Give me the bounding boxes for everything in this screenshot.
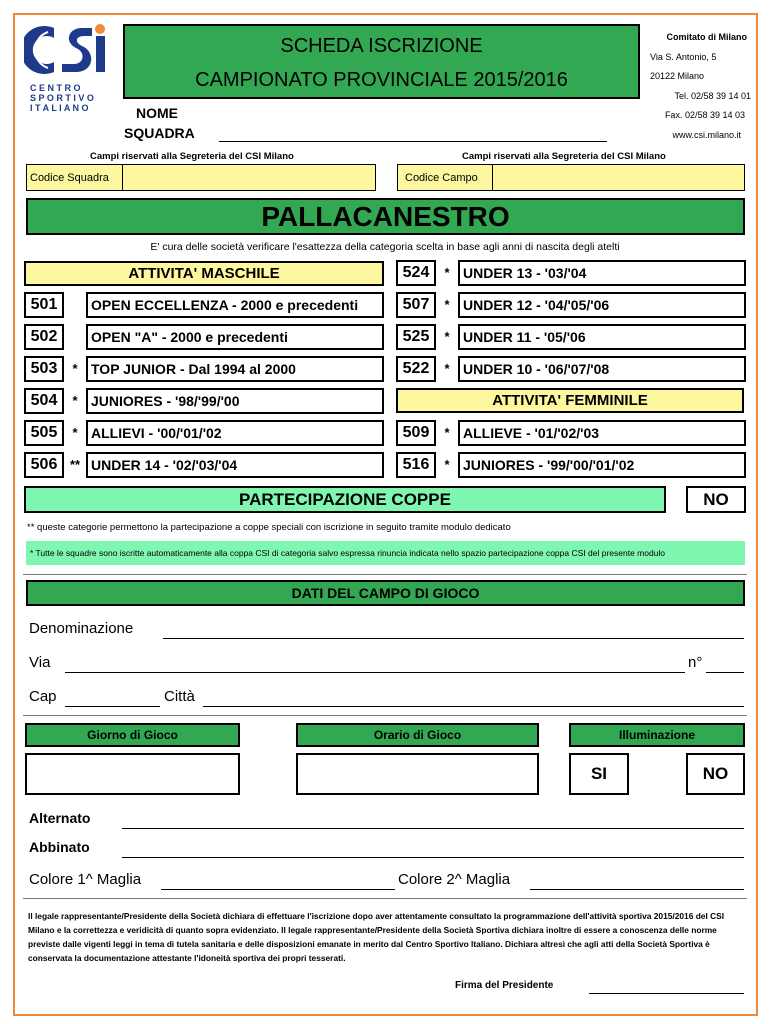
denominazione-field[interactable] xyxy=(163,622,744,639)
city-label: Città xyxy=(164,688,195,705)
declaration-divider xyxy=(23,898,747,899)
male-label-504[interactable]: JUNIORES - '98/'99/'00 xyxy=(86,388,384,414)
abbinato-field[interactable] xyxy=(122,841,744,858)
female-activity-title: ATTIVITA' FEMMINILE xyxy=(396,388,744,413)
contact-web: www.csi.milano.it xyxy=(672,129,741,140)
cups-title: PARTECIPAZIONE COPPE xyxy=(24,486,666,513)
male-label-503[interactable]: TOP JUNIOR - Dal 1994 al 2000 xyxy=(86,356,384,382)
male-label-501[interactable]: OPEN ECCELLENZA - 2000 e precedenti xyxy=(86,292,384,318)
declaration-text: Il legale rappresentante/Presidente della Società dichiara di effettuare l'iscrizione dopo aver attentamente consultato la programmazione dell'attività sportiva 2015/2016 del CSI Milano e la correttezza e veridicità di quanto sopra evidenziato. Il legale rappresentante/Presidente della Società Sportiva dichiara inoltre di essere a conoscenza delle norme previste dalle vigenti leggi in tema di tutela sanitaria e delle disposizioni emanate in merito dal Centro Sportivo Italiano. Dichiara altresì che agli atti della Società Sportiva è conservata la documentazione attestante l'idoneità sportiva dei propri tesserati. xyxy=(28,911,725,963)
team-name-label: NOME SQUADRA xyxy=(124,105,195,141)
male-code-503[interactable]: 503 xyxy=(24,356,64,382)
cups-note-double-star: ** queste categorie permettono la partecipazione a coppe speciali con iscrizione in seguito tramite modulo dedicato xyxy=(27,522,511,533)
form-title-box xyxy=(123,24,640,99)
right-code-525[interactable]: 525 xyxy=(396,324,436,350)
game-day-header: Giorno di Gioco xyxy=(25,723,240,747)
male-code-502[interactable]: 502 xyxy=(24,324,64,350)
team-name-field[interactable] xyxy=(219,124,607,142)
contact-block xyxy=(640,28,755,145)
male-activity-title: ATTIVITA' MASCHILE xyxy=(24,261,384,286)
field-code-label: Codice Campo xyxy=(405,172,478,184)
field-divider xyxy=(23,715,747,716)
female-mark-516: * xyxy=(444,457,450,472)
contact-fax: Fax. 02/58 39 14 03 xyxy=(664,110,745,120)
right-code-524[interactable]: 524 xyxy=(396,260,436,286)
field-section-border xyxy=(23,574,747,575)
color2-field[interactable] xyxy=(530,873,744,890)
reserved-caption-right: Campi riservati alla Segreteria del CSI Milano xyxy=(462,151,666,162)
sport-note: E' cura delle società verificare l'esattezza della categoria scelta in base agli anni di nascita degli atelti xyxy=(150,241,620,253)
female-mark-509: * xyxy=(444,425,450,440)
logo-mark-icon xyxy=(24,22,110,78)
male-mark-505: * xyxy=(72,425,78,440)
male-mark-503: * xyxy=(72,361,78,376)
field-section-title: DATI DEL CAMPO DI GIOCO xyxy=(26,580,745,606)
right-code-522[interactable]: 522 xyxy=(396,356,436,382)
lighting-yes-option[interactable]: SI xyxy=(569,753,629,795)
cap-label: Cap xyxy=(29,688,57,705)
right-label-524[interactable]: UNDER 13 - '03/'04 xyxy=(458,260,746,286)
female-code-516[interactable]: 516 xyxy=(396,452,436,478)
male-code-505[interactable]: 505 xyxy=(24,420,64,446)
lighting-header: Illuminazione xyxy=(569,723,745,747)
male-code-504[interactable]: 504 xyxy=(24,388,64,414)
lighting-no-option[interactable]: NO xyxy=(686,753,745,795)
male-code-506[interactable]: 506 xyxy=(24,452,64,478)
game-time-field[interactable] xyxy=(296,753,539,795)
female-code-509[interactable]: 509 xyxy=(396,420,436,446)
sport-title: PALLACANESTRO xyxy=(26,198,745,235)
via-field[interactable] xyxy=(65,656,685,673)
number-field[interactable] xyxy=(706,656,744,673)
csi-logo xyxy=(24,22,110,113)
right-label-507[interactable]: UNDER 12 - '04/'05/'06 xyxy=(458,292,746,318)
female-label-516[interactable]: JUNIORES - '99/'00/'01/'02 xyxy=(458,452,746,478)
logo-text-line1: C E N T R O xyxy=(30,83,81,93)
male-label-502[interactable]: OPEN "A" - 2000 e precedenti xyxy=(86,324,384,350)
right-mark-525: * xyxy=(444,329,450,344)
logo-text-line3: I T A L I A N O xyxy=(30,103,89,113)
male-mark-504: * xyxy=(72,393,78,408)
right-mark-524: * xyxy=(444,265,450,280)
contact-org: Comitato di Milano xyxy=(666,32,747,42)
signature-field[interactable] xyxy=(589,980,744,994)
contact-address: Via S. Antonio, 5 xyxy=(650,51,717,62)
city-field[interactable] xyxy=(203,690,744,707)
signature-label: Firma del Presidente xyxy=(455,980,554,991)
squad-code-label: Codice Squadra xyxy=(30,172,109,184)
cups-note-star: * Tutte le squadre sono iscritte automaticamente alla coppa CSI di categoria salvo espressa rinuncia indicata nello spazio partecipazione coppa CSI del presente modulo xyxy=(26,541,745,565)
right-code-507[interactable]: 507 xyxy=(396,292,436,318)
cap-field[interactable] xyxy=(65,690,160,707)
female-label-509[interactable]: ALLIEVE - '01/'02/'03 xyxy=(458,420,746,446)
number-label: n° xyxy=(688,654,703,671)
denominazione-label: Denominazione xyxy=(29,620,134,637)
contact-city: 20122 Milano xyxy=(650,71,705,81)
game-day-field[interactable] xyxy=(25,753,240,795)
via-label: Via xyxy=(29,654,51,671)
squad-code-input[interactable] xyxy=(122,164,123,191)
color2-label: Colore 2^ Maglia xyxy=(398,871,511,888)
male-label-506[interactable]: UNDER 14 - '02/'03/'04 xyxy=(86,452,384,478)
logo-text-line2: S P O R T I V O xyxy=(30,93,94,103)
male-mark-506: ** xyxy=(69,457,81,472)
abbinato-label: Abbinato xyxy=(29,839,90,855)
form-title-line1: SCHEDA ISCRIZIONE xyxy=(280,35,483,57)
alternato-label: Alternato xyxy=(29,810,91,826)
form-title-line2: CAMPIONATO PROVINCIALE 2015/2016 xyxy=(195,69,568,91)
alternato-field[interactable] xyxy=(122,812,744,829)
male-code-501[interactable]: 501 xyxy=(24,292,64,318)
cups-value[interactable]: NO xyxy=(686,486,746,513)
game-time-header: Orario di Gioco xyxy=(296,723,539,747)
field-code-input[interactable] xyxy=(492,164,493,191)
contact-tel: Tel. 02/58 39 14 01 xyxy=(674,90,751,101)
right-mark-507: * xyxy=(444,297,450,312)
right-mark-522: * xyxy=(444,361,450,376)
right-label-525[interactable]: UNDER 11 - '05/'06 xyxy=(458,324,746,350)
right-label-522[interactable]: UNDER 10 - '06/'07/'08 xyxy=(458,356,746,382)
color1-field[interactable] xyxy=(161,873,395,890)
reserved-caption-left: Campi riservati alla Segreteria del CSI Milano xyxy=(90,151,294,162)
color1-label: Colore 1^ Maglia xyxy=(29,871,142,888)
male-label-505[interactable]: ALLIEVI - '00/'01/'02 xyxy=(86,420,384,446)
